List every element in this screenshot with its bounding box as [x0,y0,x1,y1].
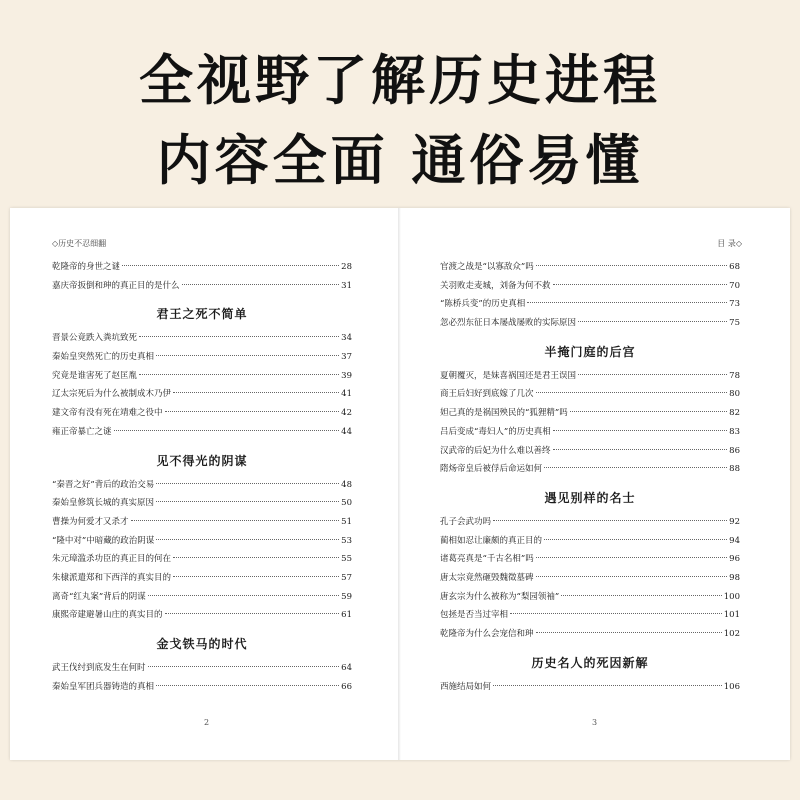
running-head-right: 目 录◇ [717,239,742,248]
dot-leader [165,411,340,412]
toc-entry-title: 孔子会武功吗 [440,516,492,527]
toc-entry-title: 武王伐纣到底发生在何时 [52,663,146,673]
toc-entry [52,258,352,277]
toc-entry-page: 57 [341,572,352,583]
toc-entry-page: 42 [341,408,352,419]
toc-entry [440,569,740,588]
right-page [402,208,786,760]
toc-entry [440,314,740,333]
dot-leader [173,576,339,577]
toc-entry-title: 朱元璋滥杀功臣的真正目的何在 [52,554,172,565]
toc-entry-page: 44 [341,426,352,437]
toc-entry-title: 秦始皇军团兵器铸造的真相 [52,681,155,692]
toc-entry-title: 商王后妇好到底嫁了几次 [440,389,534,400]
dot-leader [156,483,339,484]
toc-entry-page: 86 [729,445,740,456]
toc-entry [52,348,352,367]
headline-line-1: 全视野了解历史进程 [139,49,661,112]
dot-leader [493,685,722,686]
toc-entry [52,476,352,495]
dot-leader [578,374,727,375]
toc-entry-title: 离奇“红丸案”背后的阴谋 [52,591,146,602]
section-title: 见不得光的阴谋 [156,453,248,468]
toc-entry-title: 辽太宗死后为什么被制成木乃伊 [52,389,172,400]
dot-leader [544,467,727,468]
toc-entry [52,569,352,588]
toc-entry-title: 忽必烈东征日本屡战屡败的实际原因 [440,318,577,329]
toc-entry-page: 68 [729,262,740,272]
toc-entry [52,423,352,442]
toc-entry-page: 98 [729,572,740,583]
toc-entry [440,606,740,625]
toc-entry-title: 雍正帝暴亡之谜 [52,426,112,437]
toc-entry-page: 53 [341,535,352,546]
toc-entry [440,385,740,404]
toc-entry-title: 唐玄宗为什么被称为“梨园领袖” [440,591,560,602]
dot-leader [536,557,727,558]
toc-entry-title: 晋景公竟跌入粪坑致死 [52,333,138,344]
dot-leader [553,284,728,285]
dot-leader [139,374,339,375]
toc-entry-page: 64 [341,663,352,673]
toc-entry-page: 61 [341,610,352,621]
toc-entry-page: 28 [341,262,352,272]
toc-entry [440,295,740,314]
toc-entry-page: 59 [341,591,352,602]
toc-entry-title: 诸葛亮真是“千古名相”吗 [440,554,534,565]
toc-entry-title: 朱棣派遣郑和下西洋的真实目的 [52,572,172,583]
toc-entry-title: 嘉庆帝扳倒和珅的真正目的是什么 [52,280,180,291]
running-head-left: ◇历史不忍细翻 [52,239,107,248]
toc-entry-page: 41 [341,389,352,400]
toc-entry-page: 88 [729,464,740,475]
toc-entry [52,678,352,697]
book-gutter [398,208,401,760]
dot-leader [561,595,722,596]
toc-entry [440,550,740,569]
toc-entry-title: 建文帝有没有死在靖难之役中 [52,408,163,419]
toc-entry [440,442,740,461]
dot-leader [544,539,727,540]
toc-entry-title: 蔺相如忍让廉颇的真正目的 [440,535,543,546]
dot-leader [553,430,727,431]
toc-entry-page: 78 [729,370,740,381]
toc-entry [440,513,740,532]
dot-leader [493,520,727,521]
toc-entry [440,423,740,442]
toc-entry-page: 34 [341,333,352,344]
dot-leader [536,265,727,266]
toc-entry [52,659,352,678]
toc-entry-page: 83 [729,426,740,437]
toc-entry-title: 乾隆帝为什么会宠信和珅 [440,629,534,639]
toc-entry-title: 隋炀帝皇后被俘后命运如何 [440,464,543,475]
toc-entry-page: 39 [341,370,352,381]
toc-entry [52,588,352,607]
toc-entry-title: 包拯是否当过宰相 [440,610,509,621]
dot-leader [536,392,728,393]
toc-entry [52,550,352,569]
toc-entry-page: 94 [729,535,740,546]
dot-leader [173,392,339,393]
toc-entry-title: “秦晋之好”背后的政治交易 [52,479,155,490]
dot-leader [156,355,339,356]
toc-entry-page: 101 [723,610,740,621]
dot-leader [148,666,340,667]
headline-line-2: 内容全面 通俗易懂 [156,129,644,192]
toc-entry-page: 50 [341,498,352,509]
toc-entry [52,606,352,625]
dot-leader [536,576,728,577]
toc-entry-page: 37 [341,352,352,363]
toc-entry-page: 100 [723,591,740,602]
toc-entry-title: “陈桥兵变”的历史真相 [440,299,526,310]
toc-entry [52,404,352,423]
dot-leader [182,284,340,285]
toc-entry-page: 75 [729,318,740,329]
toc-entry [440,277,740,296]
dot-leader [156,501,339,502]
dot-leader [148,595,339,596]
toc-entry-title: 秦始皇突然死亡的历史真相 [52,352,155,363]
toc-entry [440,588,740,607]
page-number-right: 3 [592,718,598,727]
toc-entry-page: 51 [341,516,352,527]
toc-entry-title: 究竟是谁害死了赵匡胤 [52,370,138,381]
page-number-left: 2 [204,718,210,727]
toc-entry-page: 92 [729,516,740,527]
left-page [14,208,396,760]
toc-entry [440,678,740,697]
toc-entry [52,277,352,296]
dot-leader [156,685,339,686]
toc-entry-title: 吕后变成“毒妇人”的历史真相 [440,426,551,437]
dot-leader [570,411,727,412]
toc-entry-page: 73 [729,299,740,310]
dot-leader [165,613,340,614]
toc-entry-page: 55 [341,554,352,565]
toc-column-right [440,258,740,696]
section-title: 君王之死不简单 [156,307,248,322]
toc-entry [440,367,740,386]
toc-entry-page: 31 [341,280,352,291]
toc-entry-title: 曹操为何爱才又杀才 [52,516,129,527]
toc-entry-page: 82 [729,408,740,419]
dot-leader [122,265,339,266]
toc-entry-page: 80 [729,389,740,400]
toc-entry-title: 夏朝覆灭，是妹喜祸国还是君王误国 [440,370,577,381]
toc-entry-page: 106 [723,681,740,692]
toc-entry-title: 关羽败走麦城，刘备为何不救 [440,280,551,291]
toc-entry-page: 96 [729,554,740,565]
toc-entry-page: 66 [341,681,352,692]
dot-leader [131,520,340,521]
toc-entry [52,367,352,386]
toc-entry [440,258,740,277]
dot-leader [553,449,728,450]
toc-entry [440,460,740,479]
toc-entry-title: 秦始皇修筑长城的真实原因 [52,498,155,509]
toc-entry-page: 102 [723,629,740,639]
section-title: 遇见别样的名士 [544,490,636,505]
toc-entry-title: 唐太宗竟然砸毁魏徵墓碑 [440,572,534,583]
toc-entry [52,329,352,348]
toc-entry [52,513,352,532]
toc-entry-title: 官渡之战是“以寡敌众”吗 [440,262,534,272]
dot-leader [156,539,339,540]
dot-leader [578,321,727,322]
section-title: 半掩门庭的后宫 [544,344,636,359]
toc-entry-title: 汉武帝的后妃为什么难以善终 [440,445,551,456]
section-title: 历史名人的死因新解 [531,655,649,670]
toc-entry-title: 妲己真的是祸国殃民的“狐狸精”吗 [440,408,568,419]
toc-entry-title: 康熙帝建避暑山庄的真实目的 [52,610,163,621]
toc-entry-page: 70 [729,280,740,291]
dot-leader [536,632,722,633]
dot-leader [139,336,339,337]
toc-entry [52,385,352,404]
dot-leader [173,557,339,558]
toc-column-left [52,258,352,696]
dot-leader [510,613,722,614]
toc-entry [52,494,352,513]
toc-entry-page: 48 [341,479,352,490]
toc-entry [440,532,740,551]
toc-entry [440,625,740,644]
toc-entry-title: 西施结局如何 [440,681,492,692]
toc-entry-title: 乾隆帝的身世之谜 [52,262,121,272]
toc-entry-title: “隆中对”中暗藏的政治阴谋 [52,535,155,546]
dot-leader [114,430,340,431]
dot-leader [527,302,727,303]
toc-entry [440,404,740,423]
toc-entry [52,532,352,551]
section-title: 金戈铁马的时代 [156,637,248,651]
